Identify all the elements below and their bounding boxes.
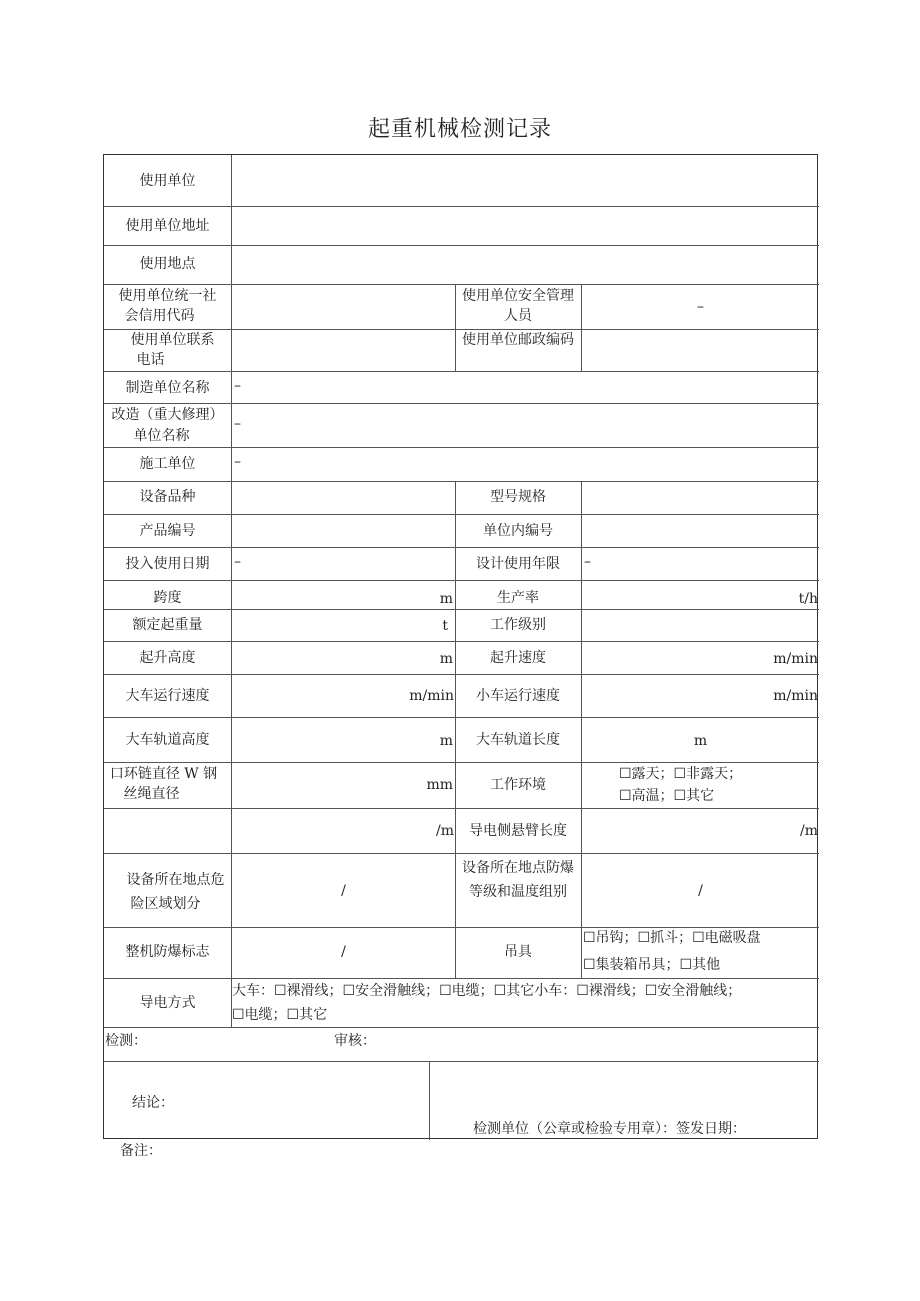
conclusion-label: 结论： — [132, 1095, 174, 1111]
rated-load-unit: t — [442, 618, 448, 634]
crane-speed-unit: m/min — [409, 688, 454, 704]
row-divider — [104, 580, 819, 581]
remark-label: 备注： — [120, 1143, 162, 1159]
row-divider — [104, 808, 819, 809]
credit-code-label-line2: 会信用代码 — [124, 308, 195, 324]
manufacturer-value[interactable]: – — [234, 378, 241, 394]
contact-phone-field[interactable] — [232, 330, 455, 371]
hazard-zone-label-line1: 设备所在地点危 — [126, 872, 225, 888]
span-label: 跨度 — [153, 590, 182, 606]
row-divider — [104, 717, 819, 718]
lift-height-label: 起升高度 — [139, 650, 196, 666]
conduct-options-line1[interactable]: 大车：☐裸滑线；☐安全滑触线；☐电缆；☐其它小车：☐裸滑线；☐安全滑触线； — [232, 983, 742, 999]
renovation-label-line2: 单位名称 — [133, 428, 190, 444]
lift-height-unit: m — [439, 651, 453, 667]
row-divider — [104, 447, 819, 448]
inspect-label: 检测： — [105, 1033, 147, 1049]
work-env-label: 工作环境 — [490, 777, 546, 793]
record-table — [103, 154, 818, 1139]
stamp-line: 检测单位（公章或检验专用章）：签发日期： — [473, 1121, 746, 1137]
hazard-zone-value[interactable]: / — [341, 883, 346, 899]
safety-manager-label-line1: 使用单位安全管理 — [462, 288, 574, 304]
page-title: 起重机械检测记录 — [367, 117, 552, 142]
internal-no-label: 单位内编号 — [483, 523, 553, 539]
use-location-label: 使用地点 — [139, 256, 196, 272]
rail-length-label: 大车轨道长度 — [476, 732, 560, 748]
productivity-label: 生产率 — [497, 590, 539, 606]
construction-unit-value[interactable]: – — [234, 454, 241, 470]
row-divider — [104, 481, 819, 482]
spreader-label: 吊具 — [504, 944, 532, 960]
row-divider — [104, 641, 819, 642]
rail-height-label: 大车轨道高度 — [125, 732, 210, 748]
column-divider — [581, 481, 582, 978]
work-class-label: 工作级别 — [490, 617, 546, 633]
use-location-field[interactable] — [232, 246, 819, 284]
construction-unit-label: 施工单位 — [139, 456, 196, 472]
manufacturer-label: 制造单位名称 — [125, 380, 210, 396]
commission-date-label: 投入使用日期 — [125, 556, 210, 572]
review-label: 审核： — [334, 1033, 376, 1049]
cantilever-length-unit: /m — [800, 823, 818, 839]
safety-manager-value[interactable]: – — [697, 299, 704, 315]
contact-phone-label-line2: 电话 — [136, 352, 165, 368]
crane-speed-label: 大车运行速度 — [125, 688, 210, 704]
explosion-grade-label-line1: 设备所在地点防爆 — [462, 860, 574, 876]
rated-load-label: 额定起重量 — [132, 617, 203, 633]
column-divider — [429, 1061, 430, 1140]
row-divider — [104, 978, 819, 979]
renovation-label-line1: 改造（重大修理） — [111, 407, 224, 423]
work-env-options-line2[interactable]: ☐高温；☐其它 — [619, 788, 715, 804]
explosion-mark-label: 整机防爆标志 — [125, 944, 210, 960]
row-divider — [104, 284, 819, 285]
spreader-options-line1[interactable]: ☐吊钩；☐抓斗；☐电磁吸盘 — [583, 930, 761, 946]
chain-label-line1: 口环链直径 W 钢 — [109, 766, 218, 782]
row-divider — [104, 609, 819, 610]
row-divider — [104, 547, 819, 548]
trolley-speed-unit: m/min — [773, 688, 818, 704]
rail-length-unit: m — [693, 733, 708, 749]
spreader-options-line2[interactable]: ☐集装箱吊具；☐其他 — [583, 957, 721, 973]
renovation-value[interactable]: – — [234, 416, 241, 432]
row-divider — [104, 762, 819, 763]
row-divider — [104, 371, 819, 372]
explosion-mark-value[interactable]: / — [341, 944, 346, 960]
lift-speed-label: 起升速度 — [490, 650, 546, 666]
credit-code-label-line1: 使用单位统一社 — [118, 288, 217, 304]
conclusion-field[interactable] — [105, 1062, 428, 1139]
cantilever-length-label: 导电侧悬臂长度 — [469, 823, 567, 839]
work-env-options-line1[interactable]: ☐露天；☐非露天； — [619, 766, 743, 782]
explosion-grade-label-line2: 等级和温度组别 — [469, 884, 567, 900]
explosion-grade-value[interactable]: / — [698, 883, 703, 899]
conduct-mode-label: 导电方式 — [139, 995, 196, 1011]
chain-unit: mm — [426, 777, 453, 793]
use-unit-address-label: 使用单位地址 — [125, 218, 210, 234]
row-divider — [104, 514, 819, 515]
use-unit-address-field[interactable] — [232, 207, 819, 245]
safety-manager-label-line2: 人员 — [504, 308, 532, 324]
row-divider — [104, 674, 819, 675]
trolley-speed-label: 小车运行速度 — [476, 688, 560, 704]
row-divider — [104, 853, 819, 854]
hazard-zone-label-line2: 险区域划分 — [130, 896, 201, 912]
postal-code-field[interactable] — [582, 330, 819, 371]
rail-height-unit: m — [439, 733, 453, 749]
productivity-unit: t/h — [798, 591, 818, 607]
contact-phone-label-line1: 使用单位联系 — [130, 332, 215, 348]
design-life-label: 设计使用年限 — [476, 556, 560, 572]
chain-label-line2: 丝绳直径 — [123, 786, 180, 802]
design-life-value[interactable]: – — [584, 554, 591, 570]
row-divider — [104, 1027, 819, 1028]
model-spec-label: 型号规格 — [490, 489, 546, 505]
span-unit: m — [439, 591, 453, 607]
commission-date-value[interactable]: – — [234, 554, 241, 570]
postal-code-label: 使用单位邮政编码 — [462, 332, 574, 348]
use-unit-label: 使用单位 — [139, 173, 196, 189]
product-no-label: 产品编号 — [139, 523, 196, 539]
lift-speed-unit: m/min — [773, 651, 818, 667]
blank-row-unit: /m — [436, 823, 454, 839]
equipment-type-label: 设备品种 — [139, 489, 196, 505]
use-unit-field[interactable] — [232, 155, 819, 206]
conduct-options-line2[interactable]: ☐电缆；☐其它 — [232, 1007, 328, 1023]
credit-code-field[interactable] — [232, 285, 455, 329]
row-divider — [104, 403, 819, 404]
